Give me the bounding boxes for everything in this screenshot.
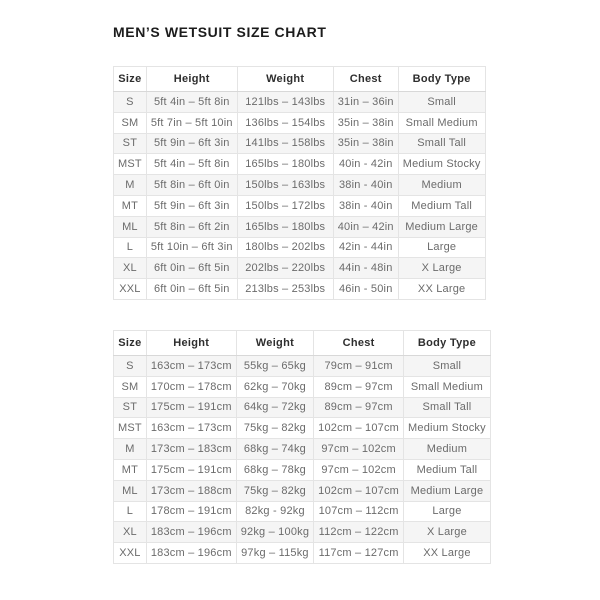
size-cell: XXL	[114, 543, 147, 564]
table-row	[114, 355, 491, 376]
value-cell: Medium	[398, 175, 485, 196]
value-cell: X Large	[398, 258, 485, 279]
value-cell: 165lbs – 180lbs	[237, 154, 333, 175]
value-cell: Small Tall	[398, 133, 485, 154]
value-cell: 5ft 8in – 6ft 2in	[146, 216, 237, 237]
value-cell: 75kg – 82kg	[236, 480, 313, 501]
table-row	[114, 133, 486, 154]
value-cell: 173cm – 183cm	[146, 439, 236, 460]
size-cell: L	[114, 237, 147, 258]
table-row	[114, 237, 486, 258]
value-cell: 5ft 4in – 5ft 8in	[146, 154, 237, 175]
value-cell: 202lbs – 220lbs	[237, 258, 333, 279]
size-cell: MT	[114, 459, 147, 480]
table-row	[114, 195, 486, 216]
value-cell: Small Medium	[404, 376, 491, 397]
value-cell: 213lbs – 253lbs	[237, 279, 333, 300]
value-cell: Medium Large	[398, 216, 485, 237]
value-cell: Large	[398, 237, 485, 258]
value-cell: 38in - 40in	[333, 195, 398, 216]
value-cell: 64kg – 72kg	[236, 397, 313, 418]
size-cell: M	[114, 439, 147, 460]
value-cell: 102cm – 107cm	[314, 418, 404, 439]
value-cell: 5ft 9in – 6ft 3in	[146, 133, 237, 154]
table-row	[114, 459, 491, 480]
value-cell: XX Large	[398, 279, 485, 300]
table-row	[114, 376, 491, 397]
column-header: Body Type	[398, 67, 485, 92]
value-cell: 35in – 38in	[333, 112, 398, 133]
size-cell: XL	[114, 258, 147, 279]
value-cell: 6ft 0in – 6ft 5in	[146, 279, 237, 300]
value-cell: 183cm – 196cm	[146, 543, 236, 564]
value-cell: 178cm – 191cm	[146, 501, 236, 522]
size-cell: L	[114, 501, 147, 522]
value-cell: 136lbs – 154lbs	[237, 112, 333, 133]
value-cell: Small	[398, 92, 485, 113]
value-cell: 55kg – 65kg	[236, 355, 313, 376]
value-cell: 97kg – 115kg	[236, 543, 313, 564]
table-row	[114, 543, 491, 564]
table-row	[114, 92, 486, 113]
value-cell: Small Tall	[404, 397, 491, 418]
value-cell: 102cm – 107cm	[314, 480, 404, 501]
value-cell: 183cm – 196cm	[146, 522, 236, 543]
column-header: Weight	[237, 67, 333, 92]
metric-table-header	[114, 330, 491, 355]
value-cell: 150lbs – 163lbs	[237, 175, 333, 196]
column-header: Size	[114, 330, 147, 355]
table-row	[114, 501, 491, 522]
value-cell: Small Medium	[398, 112, 485, 133]
value-cell: 170cm – 178cm	[146, 376, 236, 397]
value-cell: 68kg – 78kg	[236, 459, 313, 480]
imperial-table-body	[114, 92, 486, 300]
value-cell: 150lbs – 172lbs	[237, 195, 333, 216]
imperial-table-header	[114, 67, 486, 92]
value-cell: 35in – 38in	[333, 133, 398, 154]
value-cell: 82kg - 92kg	[236, 501, 313, 522]
column-header: Size	[114, 67, 147, 92]
value-cell: X Large	[404, 522, 491, 543]
value-cell: 121lbs – 143lbs	[237, 92, 333, 113]
imperial-size-table	[113, 66, 486, 300]
header-row	[114, 330, 491, 355]
size-cell: ML	[114, 480, 147, 501]
table-row	[114, 480, 491, 501]
table-row	[114, 258, 486, 279]
value-cell: Large	[404, 501, 491, 522]
value-cell: 40in – 42in	[333, 216, 398, 237]
value-cell: Medium Stocky	[404, 418, 491, 439]
table-row	[114, 439, 491, 460]
value-cell: XX Large	[404, 543, 491, 564]
value-cell: 163cm – 173cm	[146, 418, 236, 439]
size-cell: MST	[114, 418, 147, 439]
value-cell: 5ft 9in – 6ft 3in	[146, 195, 237, 216]
size-cell: M	[114, 175, 147, 196]
table-row	[114, 112, 486, 133]
metric-table-body	[114, 355, 491, 563]
value-cell: 44in - 48in	[333, 258, 398, 279]
value-cell: 141lbs – 158lbs	[237, 133, 333, 154]
value-cell: 68kg – 74kg	[236, 439, 313, 460]
value-cell: Medium Stocky	[398, 154, 485, 175]
value-cell: 163cm – 173cm	[146, 355, 236, 376]
value-cell: 117cm – 127cm	[314, 543, 404, 564]
column-header: Chest	[314, 330, 404, 355]
size-cell: XXL	[114, 279, 147, 300]
header-row	[114, 67, 486, 92]
value-cell: Medium Large	[404, 480, 491, 501]
value-cell: 6ft 0in – 6ft 5in	[146, 258, 237, 279]
value-cell: 5ft 8in – 6ft 0in	[146, 175, 237, 196]
size-cell: S	[114, 92, 147, 113]
value-cell: 42in - 44in	[333, 237, 398, 258]
metric-size-table	[113, 330, 491, 564]
size-cell: SM	[114, 376, 147, 397]
size-cell: XL	[114, 522, 147, 543]
value-cell: 31in – 36in	[333, 92, 398, 113]
column-header: Body Type	[404, 330, 491, 355]
value-cell: 62kg – 70kg	[236, 376, 313, 397]
table-row	[114, 279, 486, 300]
value-cell: 89cm – 97cm	[314, 376, 404, 397]
size-cell: SM	[114, 112, 147, 133]
table-row	[114, 154, 486, 175]
size-cell: ST	[114, 133, 147, 154]
value-cell: 5ft 4in – 5ft 8in	[146, 92, 237, 113]
value-cell: Medium Tall	[398, 195, 485, 216]
size-cell: MST	[114, 154, 147, 175]
column-header: Height	[146, 330, 236, 355]
value-cell: 46in - 50in	[333, 279, 398, 300]
value-cell: 38in - 40in	[333, 175, 398, 196]
value-cell: 180lbs – 202lbs	[237, 237, 333, 258]
value-cell: 175cm – 191cm	[146, 459, 236, 480]
value-cell: 173cm – 188cm	[146, 480, 236, 501]
size-cell: ST	[114, 397, 147, 418]
value-cell: 79cm – 91cm	[314, 355, 404, 376]
value-cell: 107cm – 112cm	[314, 501, 404, 522]
value-cell: 97cm – 102cm	[314, 459, 404, 480]
table-row	[114, 522, 491, 543]
value-cell: Small	[404, 355, 491, 376]
value-cell: Medium	[404, 439, 491, 460]
table-row	[114, 175, 486, 196]
value-cell: 5ft 10in – 6ft 3in	[146, 237, 237, 258]
size-cell: ML	[114, 216, 147, 237]
value-cell: 75kg – 82kg	[236, 418, 313, 439]
value-cell: 97cm – 102cm	[314, 439, 404, 460]
size-cell: MT	[114, 195, 147, 216]
value-cell: 40in - 42in	[333, 154, 398, 175]
size-cell: S	[114, 355, 147, 376]
value-cell: 89cm – 97cm	[314, 397, 404, 418]
column-header: Weight	[236, 330, 313, 355]
value-cell: 165lbs – 180lbs	[237, 216, 333, 237]
value-cell: 5ft 7in – 5ft 10in	[146, 112, 237, 133]
value-cell: 112cm – 122cm	[314, 522, 404, 543]
column-header: Chest	[333, 67, 398, 92]
value-cell: 92kg – 100kg	[236, 522, 313, 543]
table-row	[114, 397, 491, 418]
table-row	[114, 418, 491, 439]
page-title: MEN’S WETSUIT SIZE CHART	[113, 24, 327, 40]
value-cell: Medium Tall	[404, 459, 491, 480]
value-cell: 175cm – 191cm	[146, 397, 236, 418]
table-row	[114, 216, 486, 237]
size-chart-content	[113, 24, 491, 564]
column-header: Height	[146, 67, 237, 92]
